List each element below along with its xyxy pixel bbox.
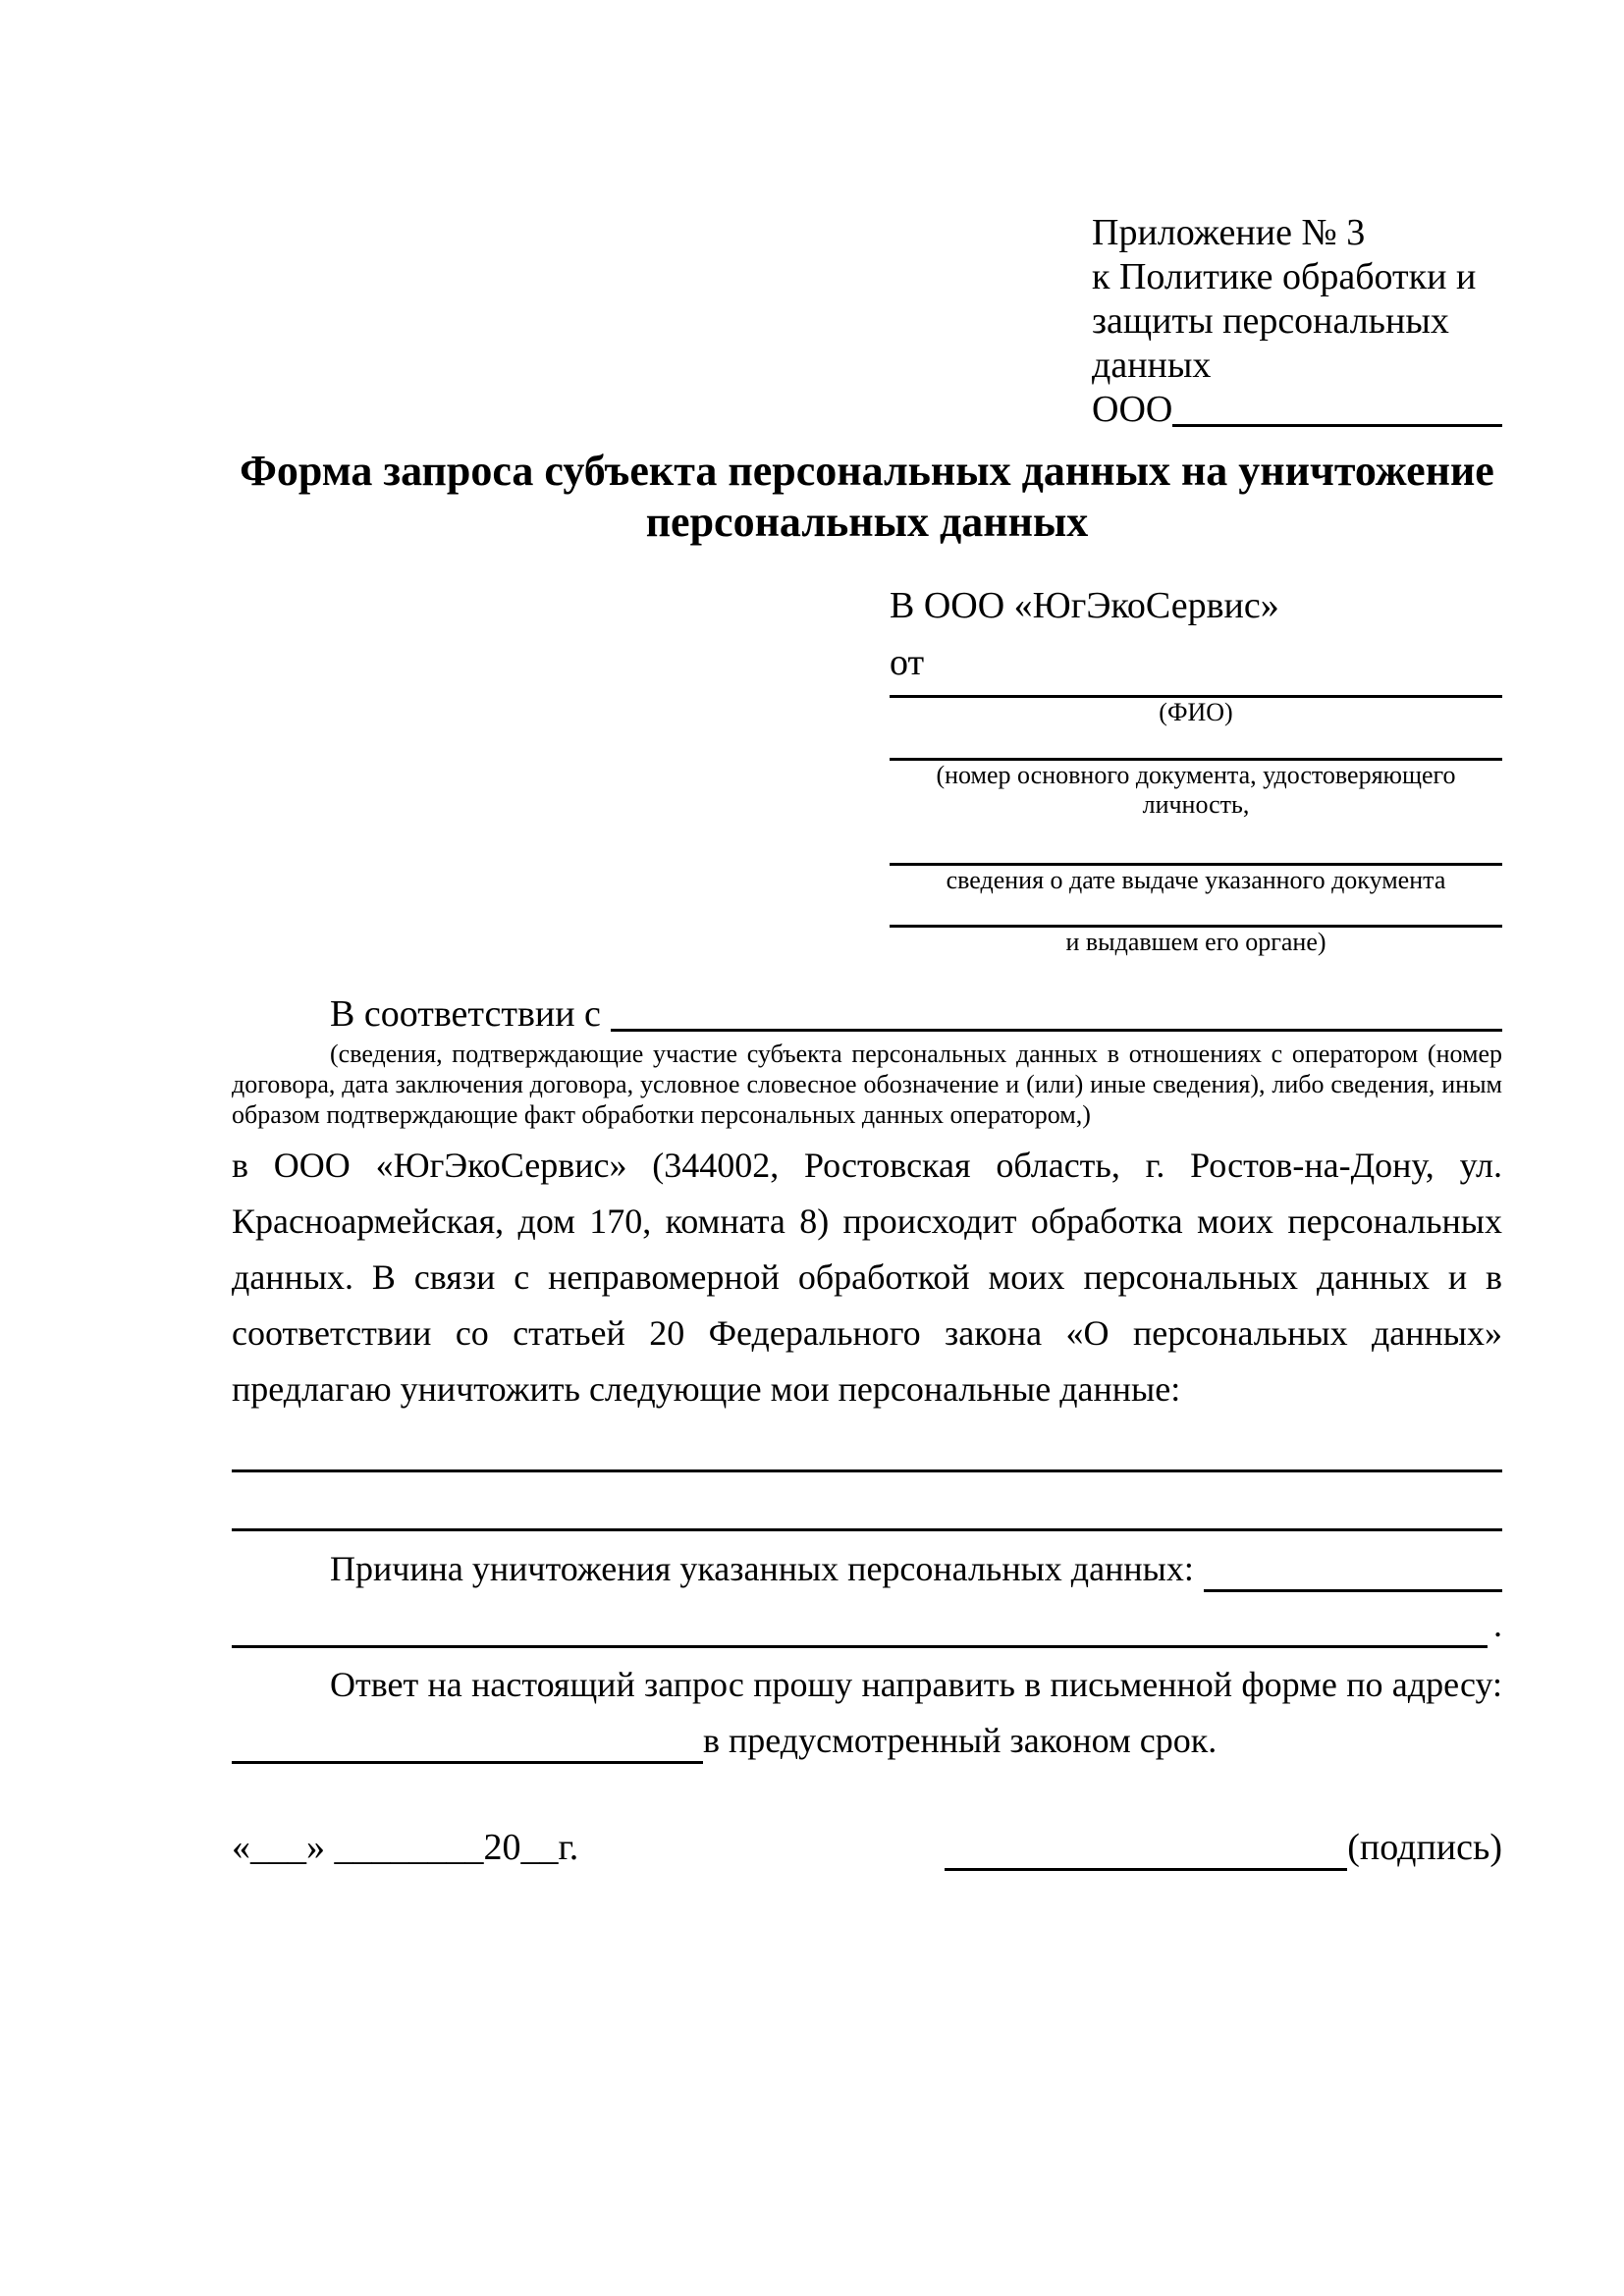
reason-blank-line <box>1204 1589 1502 1592</box>
addressee-to: В ООО «ЮгЭкоСервис» <box>890 585 1279 626</box>
reason-blank-line-2 <box>232 1645 1488 1648</box>
data-blank-line-2 <box>232 1528 1502 1531</box>
document-content <box>232 0 1502 1876</box>
addressee-block <box>890 577 1502 957</box>
date-line: «___» ________20__г. <box>232 1827 579 1868</box>
accordance-row <box>232 992 1502 1037</box>
reason-row <box>232 1541 1502 1597</box>
accordance-blank-line <box>611 1029 1502 1032</box>
signature-blank-line <box>945 1868 1347 1871</box>
answer-tail-row <box>232 1713 1502 1769</box>
title-line-2: персональных данных <box>645 498 1089 546</box>
appendix-line-2: к Политике обработки и <box>1092 256 1477 297</box>
issue-date-caption: сведения о дате выдаче указанного документа <box>946 866 1446 894</box>
document-number-caption: (номер основного документа, удостоверяющего личность, <box>936 761 1456 819</box>
accordance-note: (сведения, подтверждающие участие субъекта персональных данных в отношениях с оператором (номер договора, дата заключения договора, условное словесное обозначение и (или) иные сведения), либо сведения, иным образом подтверждающие факт обработки персональных данных оператором,) <box>232 1040 1502 1129</box>
issuing-authority-caption: и выдавшем его органе) <box>1065 928 1326 956</box>
data-blank-line-1 <box>232 1469 1502 1472</box>
appendix-block <box>1092 211 1502 432</box>
answer-paragraph: Ответ на настоящий запрос прошу направить в письменной форме по адресу: <box>330 1665 1502 1704</box>
appendix-line-1: Приложение № 3 <box>1092 212 1366 253</box>
reason-label: Причина уничтожения указанных персональных данных: <box>330 1549 1194 1588</box>
signature-group <box>945 1820 1502 1876</box>
main-paragraph: в ООО «ЮгЭкоСервис» (344002, Ростовская область, г. Ростов-на-Дону, ул. Красноармейская, дом 170, комната 8) происходит обработка моих персональных данных. В связи с неправомерной обработкой моих персональных данных и в соответствии со статьей 20 Федерального закона «О персональных данных» предлагаю уничтожить следующие мои персональные данные: <box>232 1146 1502 1409</box>
appendix-line-3: защиты персональных данных <box>1092 300 1449 386</box>
appendix-ooo-row <box>1092 388 1502 432</box>
reason-period: . <box>1493 1605 1502 1644</box>
title-line-1: Форма запроса субъекта персональных данных на уничтожение <box>240 447 1494 495</box>
signature-caption: (подпись) <box>1347 1827 1502 1868</box>
accordance-lead: В соответствии с <box>330 993 601 1035</box>
ooo-label: ООО <box>1092 389 1173 430</box>
addressee-from: от <box>890 642 925 683</box>
footer-row <box>232 1820 1502 1876</box>
answer-tail-text: в предусмотренный законом срок. <box>703 1721 1218 1760</box>
reason-continuation-row <box>232 1597 1502 1653</box>
fio-caption: (ФИО) <box>1159 698 1233 726</box>
ooo-blank-line <box>1172 424 1502 427</box>
address-blank-line <box>232 1761 703 1764</box>
document-title <box>232 446 1502 548</box>
